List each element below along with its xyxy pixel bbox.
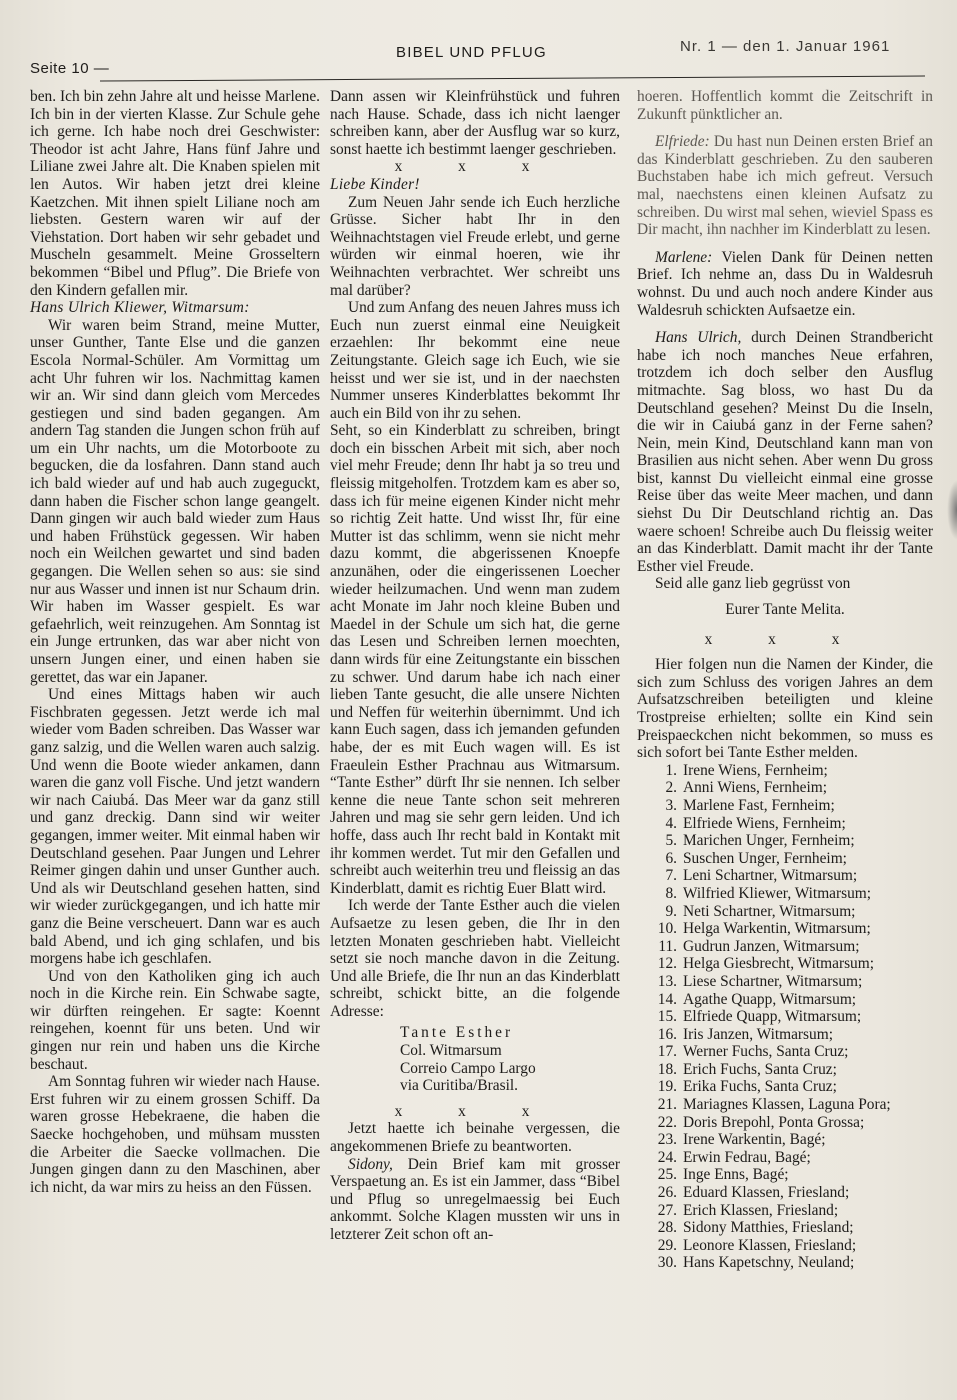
list-item (637, 762, 933, 780)
list-item (637, 973, 933, 991)
list-item (637, 955, 933, 973)
list-item-name: Elfriede Quapp, Witmarsum; (683, 1008, 862, 1026)
list-item-name: Iris Janzen, Witmarsum; (683, 1025, 833, 1043)
list-item-number: 27. (657, 1201, 677, 1219)
masthead-title: BIBEL UND PFLUG (396, 44, 547, 61)
list-item-name: Sidony Matthies, Friesland; (683, 1219, 854, 1237)
list-item (637, 850, 933, 868)
paragraph: Dann assen wir Kleinfrühstück und fuhren nach Hause. Schade, dass ich nicht laenger schreiben kann, aber der Ausflug war so kurz, sonst haette ich bestimmt laenger geschrieben. (330, 88, 620, 158)
list-item-number: 1. (665, 761, 677, 779)
list-item (637, 1096, 933, 1114)
reply-name: Sidony, (348, 1155, 393, 1173)
list-item (637, 1061, 933, 1079)
paragraph: Ich werde der Tante Esther auch die vielen Aufsaetze zu lesen geben, die Ihr in den letzten Monaten geschrieben habt. Vielleicht setzt sie noch manche davon in die Zeitung. Und alle Briefe, die Ihr nun an das Kinderblatt schreibt, schickt bitte, an die folgende Adresse: (330, 897, 620, 1020)
list-item-number: 13. (657, 972, 677, 990)
list-item-name: Werner Fuchs, Santa Cruz; (683, 1043, 849, 1061)
reply-hans-ulrich (637, 329, 933, 575)
list-item (637, 1026, 933, 1044)
paragraph: Hier folgen nun die Namen der Kinder, die sich zum Schluss des vorigen Jahres an dem Aufsatzschreiben beteiligten und kleine Trostpreise erhielten; sollte ein Kind sein Preispaeckchen nicht bekommen, so muss es sich sofort bei Tante Esther melden. (637, 656, 933, 762)
address-line: via Curitiba/Brasil. (400, 1077, 518, 1095)
list-item-number: 30. (657, 1254, 677, 1272)
signature: Eurer Tante Melita. (725, 601, 845, 619)
list-item (637, 903, 933, 921)
list-item-number: 18. (657, 1060, 677, 1078)
list-item-number: 3. (665, 796, 677, 814)
list-item-name: Irene Warkentin, Bagé; (683, 1131, 826, 1149)
list-item-name: Liese Schartner, Witmarsum; (683, 972, 863, 990)
list-item-number: 2. (665, 779, 677, 797)
paragraph: Jetzt haette ich beinahe vergessen, die angekommenen Briefe zu beantworten. (330, 1120, 620, 1156)
reply-sidony (330, 1156, 620, 1244)
list-item-number: 15. (657, 1008, 677, 1026)
paragraph: hoeren. Hoffentlich kommt die Zeitschrift in Zukunft pünktlicher an. (637, 88, 933, 123)
list-item-name: Erich Klassen, Friesland; (683, 1201, 839, 1219)
reply-text: durch Deinen Strandbericht habe ich noch manches Neue erfahren, trotzdem ich doch selber den Ausflug mitmachte. Sag bloss, wo hast Du da Deutschland gesehen? Meinst Du die Inseln, die wir in Caiubá ganz in der Ferne sahen? Nein, mein Kind, Deutschland kann man von Brasilien aus nicht sehen. Aber wenn Du gross bist, kannst Du vielleicht einmal eine grosse Reise über das weite Meer machen, und dann siehst Du Dir Deutschland richtig an. Das waere schoen! Schreibe auch Du fleissig weiter an das Kinderblatt. Damit macht ihr der Tante Esther viel Freude. (637, 329, 933, 575)
column-2 (330, 88, 620, 1244)
list-item (637, 1131, 933, 1149)
paragraph: Wir waren beim Strand, meine Mutter, unser Gunther, Tante Else und die ganzen Escola Normal-Schüler. Am Vormittag um acht Uhr fuhren wir los. Nachmittag kamen wir an. Wir sind dann gleich vom Mercedes gestiegen und sind baden gegangen. Am andern Tag standen die Jungen schon früh auf um ein Uhr nachts, um die Motorboote zu begucken, die da losfahren. Dann stand auch ich bald wieder auf und hab auch zugeguckt, dann haben die Fischer schon lange geangelt. Dann gingen wir auch bald wieder zum Haus und haben Frühstück gegessen. Wir haben noch ein Weilchen gewartet und sind baden gegangen. Die Wellen sehen so aus: sie sind nur aus Wasser und innen ist nur Schaum drin. Wir haben im Wasser gespielt. Es war gefaehrlich, weit reinzugehen. Am Sonntag ist ein Junge ertrunken, das war aber nicht von unsern Jungen einer, und einen haben sie gerettet, das war ein Japaner. (30, 316, 320, 686)
list-item-name: Neti Schartner, Witmarsum; (683, 902, 856, 920)
list-item-number: 19. (657, 1078, 677, 1096)
list-item (637, 885, 933, 903)
list-item-number: 29. (657, 1236, 677, 1254)
column-1 (30, 88, 320, 1196)
column-3 (637, 88, 933, 1272)
page-header (0, 0, 957, 90)
list-item-name: Leonore Klassen, Friesland; (683, 1236, 857, 1254)
list-item (637, 797, 933, 815)
section-separator: x x x (394, 158, 556, 176)
list-item-number: 7. (665, 867, 677, 885)
list-item-number: 5. (665, 832, 677, 850)
reply-name: Marlene: (655, 248, 713, 266)
paragraph: Und eines Mittags haben wir auch Fischbraten gegessen. Jetzt werde ich mal wieder vom Baden schreiben. Das Wasser war ganz salzig, und die Wellen waren auch salzig. Und wenn die Boote wieder ankamen, dann waren die ganz voll Fische. Und jetzt wandern wir nach Caiubá. Das Meer war da ganz still und ganz dreckig. Dann sind wir weiter gegangen, immer weiter. Mit einmal haben wir Deutschland gesehen. Paar Jungen und Lehrer Reimer gingen dahin und unser Gunther auch. Und als wir Deutschland gesehen hatten, sind wir wieder zurückgegangen, und ich hatte mir ganz die Beine verscheuert. Dann war es auch bald Abend, und ich ging schlafen, und bis morgens habe ich geschlafen. (30, 686, 320, 968)
list-item-name: Anni Wiens, Fernheim; (683, 779, 828, 797)
paragraph: Und zum Anfang des neuen Jahres muss ich Euch nun zuerst einmal eine Neuigkeit erzaehlen: Ihr bekommt eine neue Zeitungstante. Gleich sage ich Euch, wie sie heisst und wer sie ist, und in der naechsten Nummer unseres Kinderblattes bekommt Ihr auch ein Bild von ihr zu sehen. (330, 299, 620, 422)
reply-marlene (637, 249, 933, 319)
address-line: Col. Witmarsum (400, 1042, 502, 1060)
list-item-name: Leni Schartner, Witmarsum; (683, 867, 858, 885)
list-item-name: Helga Warkentin, Witmarsum; (683, 920, 871, 938)
list-item (637, 867, 933, 885)
list-item-name: Doris Brepohl, Ponta Grossa; (683, 1113, 865, 1131)
list-item-name: Erwin Fedrau, Bagé; (683, 1148, 811, 1166)
list-item-number: 26. (657, 1184, 677, 1202)
letter-marlene-end: ben. Ich bin zehn Jahre alt und heisse Marlene. Ich bin in der vierten Klasse. Zur Schule gehe ich gerne. Ich habe noch drei Geschwister: Theodor ist acht Jahre, Hans fünf Jahre und Liliane zwei Jahre alt. Die Knaben spielen mit len Autos. Wir haben jetzt drei kleine Kaetzchen. Mit ihnen spielt Liliane noch am liebsten. Gestern waren wir auf der Viehstation. Dort haben wir sehr gebadet und Muscheln gesammelt. Meine Grosseltern bekommen “Bibel und Pflug”. Die Briefe von den Kindern gefallen mir. (30, 88, 320, 299)
list-item-number: 8. (665, 884, 677, 902)
prize-winners-list (637, 762, 933, 1272)
list-item-number: 12. (657, 955, 677, 973)
list-item-number: 6. (665, 849, 677, 867)
list-item-number: 9. (665, 902, 677, 920)
list-item-number: 10. (657, 920, 677, 938)
section-separator: x x x (394, 1102, 556, 1120)
issue-date: Nr. 1 — den 1. Januar 1961 (680, 38, 891, 55)
list-item-name: Eduard Klassen, Friesland; (683, 1184, 850, 1202)
list-item-number: 21. (657, 1096, 677, 1114)
list-item (637, 938, 933, 956)
list-item-name: Marlene Fast, Fernheim; (683, 796, 835, 814)
list-item-name: Mariagnes Klassen, Laguna Pora; (683, 1096, 891, 1114)
paragraph: Zum Neuen Jahr sende ich Euch herzliche Grüsse. Sicher habt Ihr in den Weihnachtstagen viel Freude erlebt, und gerne würden wir einmal hoeren, wie ihr Weihnachten verbrachtet. Wer schreibt uns mal darüber? (330, 193, 620, 299)
list-item-number: 11. (658, 937, 677, 955)
list-item (637, 1149, 933, 1167)
list-item-name: Elfriede Wiens, Fernheim; (683, 814, 846, 832)
list-item (637, 779, 933, 797)
list-item (637, 1254, 933, 1272)
list-item-number: 23. (657, 1131, 677, 1149)
header-rule (100, 75, 925, 81)
list-item-name: Inge Enns, Bagé; (683, 1166, 789, 1184)
reply-elfriede (637, 133, 933, 239)
list-item (637, 1078, 933, 1096)
reply-text: Vielen Dank für Deinen netten Brief. Ich nehme an, dass Du in Waldesruh wohnst. Du und auch noch andere Kinder aus Waldesruh schickten Aufsaetze ein. (637, 248, 933, 319)
list-item (637, 832, 933, 850)
list-item-name: Wilfried Kliewer, Witmarsum; (683, 884, 872, 902)
reply-name: Hans Ulrich, (655, 329, 742, 347)
list-item-number: 16. (657, 1025, 677, 1043)
address-block (400, 1024, 620, 1094)
page-edge-shadow (947, 480, 957, 540)
paragraph: Seht, so ein Kinderblatt zu schreiben, bringt doch ein bisschen Arbeit mit sich, aber noch viel mehr Freude; denn Ihr habt ja so treu und fleissig mitgeholfen. Trotzdem kam es aber so, dass ich für meine eigenen Kinder nicht mehr so richtig Zeit hatte. Und wisst Ihr, für eine Mutter ist das schlimm, wenn sie nicht mehr dazu kommt, die abgerissenen Knoepfe anzunähen, oder die eingerissenen Loecher wieder heilzumachen. Und wenn man zudem acht Monate im Jahr noch kleine Buben und Maedel in der Schule um sich hat, die gerne das Lesen und Schreiben lernen moechten, dann wirds für eine Zeitungstante ein bisschen zu schwer. Und darum habe ich nach einer lieben Tante gesucht, die alle unsere Nichten und Neffen für weiterhin übernimmt. Und ich kann Euch sagen, dass ich jemanden gefunden habe, der es mit Euch wagen will. Es ist Fraeulein Esther Prachnau aus Witmarsum. “Tante Esther” dürft Ihr sie nennen. Ich selber kenne die neue Tante schon seit mehreren Jahren und mag sie sehr gern leiden. Und ich hoffe, dass auch Ihr recht bald in Kontakt mit ihr kommen werdet. Tut mir den Gefallen und schreibt auch weiterhin treu und fleissig an das Kinderblatt, damit es richtig Euer Blatt wird. (330, 422, 620, 897)
list-item-name: Suschen Unger, Fernheim; (683, 849, 847, 867)
list-item (637, 1202, 933, 1220)
paragraph: Am Sonntag fuhren wir wieder nach Hause. Erst fuhren wir zu einem grossen Schiff. Da waren grosse Hebekraene, die haben die Saecke hochgehoben, und mühsam mussten die Arbeiter die Saecke vollmachen. Die Jungen gingen dann zu den Maschinen, aber ich nicht, da war mirs zu heiss an den Füssen. (30, 1073, 320, 1196)
list-item-number: 22. (657, 1113, 677, 1131)
list-item (637, 991, 933, 1009)
list-item-number: 25. (657, 1166, 677, 1184)
reply-text: Dein Brief kam mit grosser Verspaetung an. Es ist ein Jammer, dass “Bibel und Pflug so unregelmaessig bei Euch ankommt. Solche Klagen mussten wir uns in letzterer Zeit schon oft an- (330, 1155, 620, 1243)
closing-line: Seid alle ganz lieb gegrüsst von (655, 575, 851, 593)
list-item-number: 4. (665, 814, 677, 832)
list-item-name: Erika Fuchs, Santa Cruz; (683, 1078, 837, 1096)
paragraph: Und von den Katholiken ging ich auch noch in die Kirche rein. Ein Schwabe sagte, wir dürften reingehen. Er sagte: Koennt reingehen, koennt für uns beten. Und wir gingen nur rein und haben uns die Kirche beschaut. (30, 967, 320, 1073)
reply-text: Du hast nun Deinen ersten Brief an das Kinderblatt geschrieben. Zu den sauberen Buchstaben habe ich mich gefreut. Versuch mal, naechstens einen kleinen Aufsatz zu schreiben. Du wirst mal sehen, wieviel Spass es Dir macht, ihn nachher im Kinderblatt zu lesen. (637, 133, 933, 239)
list-item (637, 1237, 933, 1255)
list-item (637, 920, 933, 938)
list-item (637, 1008, 933, 1026)
list-item-number: 28. (657, 1219, 677, 1237)
list-item-name: Marichen Unger, Fernheim; (683, 832, 855, 850)
greeting: Liebe Kinder! (330, 175, 420, 193)
list-item-name: Hans Kapetschny, Neuland; (683, 1254, 855, 1272)
list-item-name: Irene Wiens, Fernheim; (683, 761, 828, 779)
section-separator: x x x (704, 630, 866, 648)
page-number: Seite 10 — (30, 60, 110, 77)
byline-hans-ulrich: Hans Ulrich Kliewer, Witmarsum: (30, 299, 250, 317)
list-item-number: 24. (657, 1148, 677, 1166)
list-item-name: Agathe Quapp, Witmarsum; (683, 990, 857, 1008)
list-item-number: 17. (657, 1043, 677, 1061)
list-item-name: Gudrun Janzen, Witmarsum; (683, 937, 860, 955)
list-item (637, 1166, 933, 1184)
address-line: Correio Campo Largo (400, 1059, 536, 1077)
list-item-number: 14. (657, 990, 677, 1008)
address-line: Tante Esther (400, 1024, 514, 1042)
list-item (637, 1184, 933, 1202)
list-item (637, 1219, 933, 1237)
list-item-name: Helga Giesbrecht, Witmarsum; (683, 955, 874, 973)
list-item (637, 1043, 933, 1061)
list-item (637, 1114, 933, 1132)
reply-name: Elfriede: (655, 133, 710, 151)
list-item (637, 815, 933, 833)
list-item-name: Erich Fuchs, Santa Cruz; (683, 1060, 837, 1078)
